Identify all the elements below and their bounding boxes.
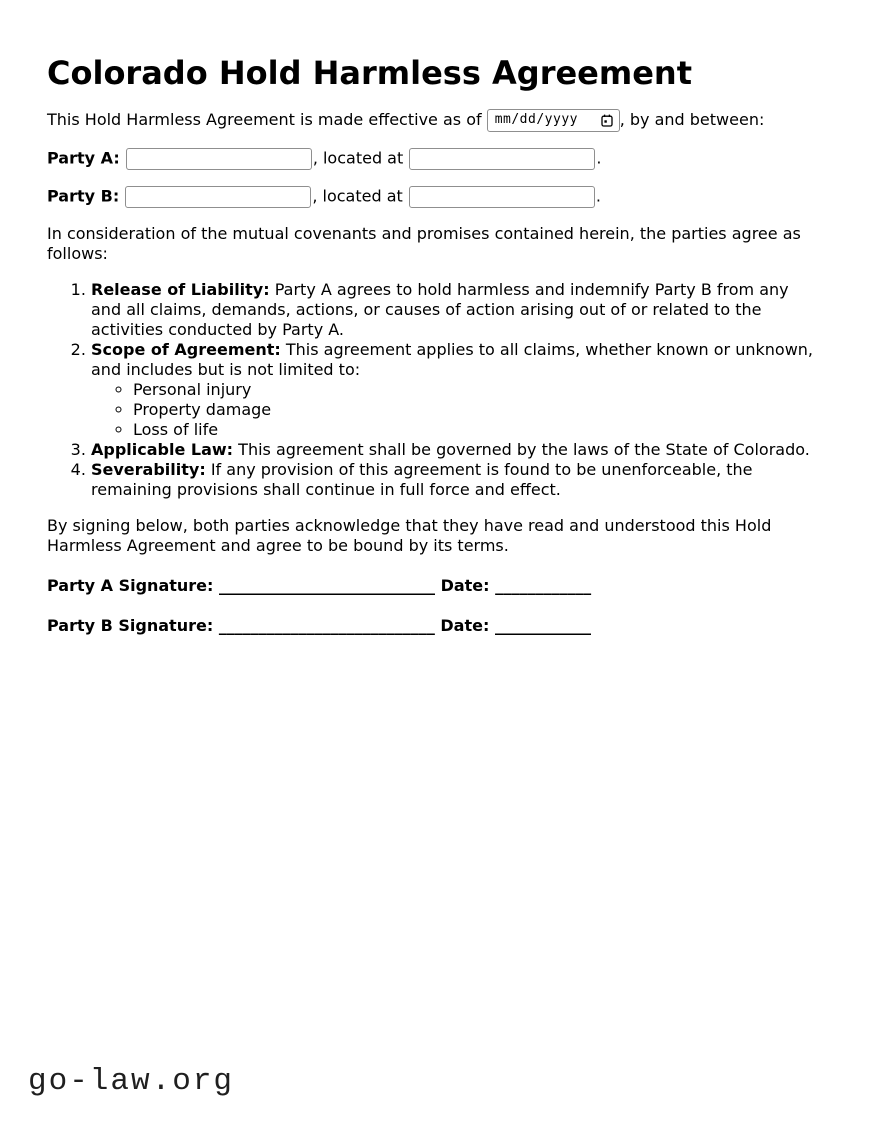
clause-applicable-law bbox=[91, 440, 822, 460]
party-a-signature-blank: ___________________________ bbox=[219, 575, 435, 595]
clause-scope-of-agreement bbox=[91, 340, 822, 440]
party-b-signature-blank: ___________________________ bbox=[218, 615, 435, 635]
scope-subitem-personal-injury: ◦ Personal injury bbox=[133, 380, 822, 400]
party-b-located-text: , located at bbox=[312, 186, 408, 206]
party-b-name-input[interactable] bbox=[125, 186, 311, 208]
party-a-signature-label: Party A Signature: bbox=[47, 575, 214, 595]
intro-text-after-date: , by and between: bbox=[619, 109, 765, 129]
party-a-row bbox=[47, 148, 822, 170]
party-b-row bbox=[47, 186, 822, 208]
clause-title: Severability: bbox=[91, 459, 206, 479]
party-b-signature-row bbox=[47, 616, 822, 636]
scope-sublist bbox=[91, 380, 822, 440]
party-a-name-input[interactable] bbox=[126, 148, 312, 170]
clause-text: This agreement shall be governed by the laws of the State of Colorado. bbox=[238, 439, 810, 459]
acknowledgement-paragraph: By signing below, both parties acknowledge that they have read and understood this Hold Harmless Agreement and agree to be bound by its terms. bbox=[47, 515, 772, 555]
clause-title: Applicable Law: bbox=[91, 439, 234, 459]
clause-text: This agreement applies to all claims, whether known or unknown, and includes but is not limited to: bbox=[91, 339, 814, 379]
effective-date-input[interactable] bbox=[487, 109, 620, 132]
party-a-address-input[interactable] bbox=[409, 148, 595, 170]
party-a-located-text: , located at bbox=[312, 148, 409, 168]
party-b-address-input[interactable] bbox=[409, 186, 595, 208]
clause-title: Scope of Agreement: bbox=[91, 339, 281, 359]
clause-text: Party A agrees to hold harmless and indemnify Party B from any and all claims, demands, actions, or causes of action arising out of or related to the activities conducted by Party A. bbox=[91, 279, 789, 339]
party-a-signature-row bbox=[47, 576, 822, 596]
party-a-label: Party A: bbox=[47, 148, 120, 168]
party-b-signature-label: Party B Signature: bbox=[47, 615, 214, 635]
party-b-period: . bbox=[595, 186, 601, 206]
party-b-date-blank: ____________ bbox=[494, 615, 591, 635]
clause-severability bbox=[91, 460, 822, 500]
page-title: Colorado Hold Harmless Agreement bbox=[47, 54, 692, 92]
party-a-date-label: Date: bbox=[440, 575, 490, 595]
scope-subitem-loss-of-life: ◦ Loss of life bbox=[133, 420, 822, 440]
party-b-date-label: Date: bbox=[440, 615, 490, 635]
intro-paragraph bbox=[47, 109, 822, 132]
clause-release-of-liability bbox=[91, 280, 822, 340]
party-b-label: Party B: bbox=[47, 186, 120, 206]
clause-title: Release of Liability: bbox=[91, 279, 270, 299]
scope-subitem-property-damage: ◦ Property damage bbox=[133, 400, 822, 420]
consideration-paragraph: In consideration of the mutual covenants and promises contained herein, the parties agree as follows: bbox=[47, 223, 801, 263]
document-body bbox=[47, 0, 822, 636]
intro-text-before-date: This Hold Harmless Agreement is made effective as of bbox=[47, 109, 487, 129]
calendar-icon[interactable] bbox=[601, 114, 613, 127]
party-a-date-blank: ____________ bbox=[495, 575, 592, 595]
party-a-period: . bbox=[596, 148, 602, 168]
date-placeholder: mm/dd/yyyy bbox=[494, 112, 578, 128]
footer-site-name: go-law.org bbox=[28, 1064, 235, 1100]
clause-text: If any provision of this agreement is found to be unenforceable, the remaining provisions shall continue in full force and effect. bbox=[91, 459, 753, 499]
clause-list bbox=[47, 280, 822, 500]
